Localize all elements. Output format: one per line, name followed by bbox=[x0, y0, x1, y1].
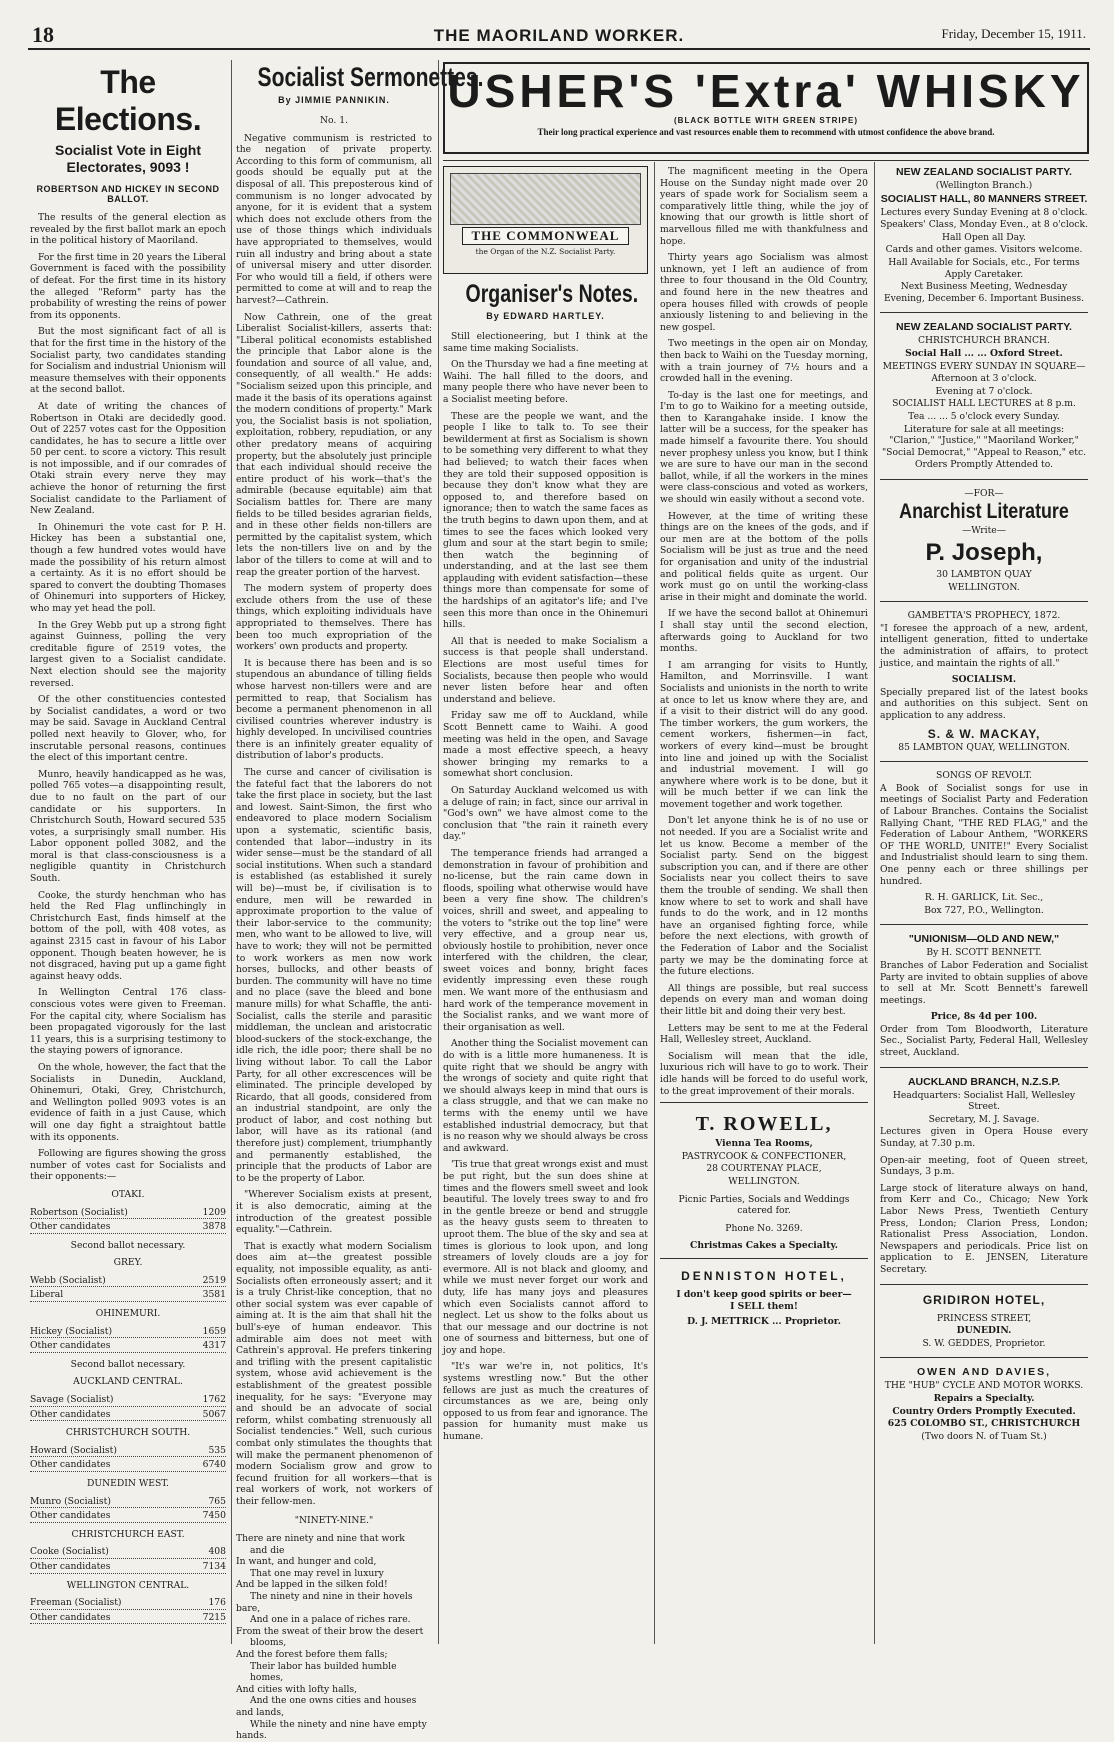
article-body bbox=[236, 133, 432, 1508]
elections-article bbox=[30, 60, 226, 1646]
denniston-proprietor: D. J. METTRICK ... Proprietor. bbox=[687, 1316, 841, 1328]
paragraph: That is exactly what modern Socialism does aim at—the greatest possible equality, not impossible equality, as anti-Socialists often erroneously assert; and it is a truly Christ-like conception, that no other social system was ever capable of aiming at. It is the aim that shall hit the bull's-eye of human endeavor. This admirable aim does not meet with Cathrein's approval. He prefers tinkering and trifling with the present capitalistic system, whose avid achievement is the establishment of the greatest possible inequality, for he says: "Everyone may and should be an advocate of social reform, whilst combating strenuously all Socialist tendencies." Well, such curious combat only stimulates the thoughts that will make the permanent phenomenon of modern Socialism grow and grow to fecund fruition for all workers—that is real workers of work, not workers of their fellow-men. bbox=[236, 1240, 432, 1507]
result-row bbox=[30, 1561, 226, 1574]
owen-line: Country Orders Promptly Executed. bbox=[892, 1405, 1076, 1417]
auckland-line: Lectures given in Opera House every Sunday, at 7.30 p.m. bbox=[880, 1126, 1088, 1150]
candidate: Webb (Socialist) bbox=[30, 1274, 106, 1286]
paragraph: Don't let anyone think he is of no use or not needed. If you are a Socialist write and let us know. Become a member of the Socialist party. Send on the biggest subscription you can, and if there are other Socialists near you collect theirs to save them the trouble of sending. We shall then know where to set to work and shall have funds to do the work, and in 12 months have an organised fighting force, while before the next elections, with growth of the Federation of Labor and the Socialist party we may be the dominating force at the future elections. bbox=[660, 815, 868, 978]
candidate: Other candidates bbox=[30, 1459, 111, 1471]
owen-line: (Two doors N. of Tuam St.) bbox=[921, 1430, 1047, 1442]
electorate-name: WELLINGTON CENTRAL. bbox=[66, 1579, 190, 1591]
notice-line: MEETINGS EVERY SUNDAY IN SQUARE— bbox=[882, 360, 1086, 372]
result-row bbox=[30, 1409, 226, 1422]
article-body bbox=[443, 331, 648, 1443]
paragraph: All things are possible, but real success depends on every man and woman doing their little bit and doing their very best. bbox=[660, 982, 868, 1017]
column-rule bbox=[231, 60, 232, 1644]
paragraph: I am arranging for visits to Huntly, Hamilton, and Morrinsville. I want Socialists and unionists in the north to write at once to let us know where they are, and if a visit to their district will do any good. The timber workers, the gum workers, the cement workers, fishermen—in fact, workers of every kind—must be brought into line and joined up with the Socialist and industrial movement. I will go anywhere where work is to be done, but it will be much better if we can link the movement together and work together. bbox=[660, 659, 868, 810]
paragraph: "Wherever Socialism exists at present, it is also democratic, aiming at the introduction of the greatest possible equality."—Cathrein. bbox=[236, 1189, 432, 1236]
votes: 1209 bbox=[202, 1206, 226, 1218]
result-row bbox=[30, 1221, 226, 1234]
paragraph: The curse and cancer of civilisation is the fateful fact that the laborers do not take the first place in society, but the last and lowest. Saint-Simon, the first who endeavored to place modern Socialism upon a systematic, scientific basis, contended that labor—industry in its wider sense—must be the standard of all social institutions. When such a standard is established (as established it surely will be)—must be, if civilisation is to endure, men will be rewarded in approximate proportion to the value of their labor-service to the community; men, who want to be allowed to live, will have to work; they will not be permitted to work workers as men now work horses, bullocks, and other beasts of burden. The community will have no time and no place (save the bleed and bone manure mills) for what Schaffle, the anti-Socialist, calls the sterile and parasitic middleman, the unclean and aristocratic blood-suckers of the stock-exchange, the idle rich, the idle poor; there shall be no living without labor. To call the Labor Party, for all other excrescences will be eliminated. The principle developed by Ricardo, that all goods, considered from an industrial standpoint, are only the product of labor, and cost nothing but labor, will have as its rational (and therefore just) complement, triumphantly and permanently established, the principle that the products of Labor are to be the property of Labor. bbox=[236, 767, 432, 1184]
auckland-hq: Headquarters: Socialist Hall, Wellesley Street. bbox=[892, 1089, 1076, 1113]
notice-line: Literature for sale at all meetings: "Clarion," "Justice," "Maoriland Worker," "Social Democrat," "Appeal to Reason," etc. bbox=[881, 423, 1087, 458]
notice-title: NEW ZEALAND SOCIALIST PARTY. bbox=[896, 321, 1072, 334]
electorate-name: DUNEDIN WEST. bbox=[87, 1478, 169, 1489]
electorate-name: AUCKLAND CENTRAL. bbox=[73, 1376, 183, 1388]
result-row bbox=[30, 1275, 226, 1288]
unionism-price: Price, 8s 4d per 100. bbox=[930, 1011, 1038, 1023]
paragraph: To-day is the last one for meetings, and I'm to go to Waikino for a meeting outside, then to Karangahake inside. I know the latter will be a success, for the speaker has made himself a favourite there. You should never prophesy unless you know, but I think we are sure to have our man in the second ballot, while, if all the workers in the mines were class-conscious and voted as workers, we should win easily without a second vote. bbox=[660, 389, 868, 506]
ballot-note: Second ballot necessary. bbox=[70, 1358, 186, 1370]
electorate-name: OHINEMURI. bbox=[95, 1308, 161, 1320]
paragraph: Munro, heavily handicapped as he was, polled 765 votes—a disappointing result, due to no fault on the part of our candidate or his supporters. In Christchurch South, Howard secured 535 votes, a surprisingly small number. His Labor opponent polled 3082, and the moral is that class-consciousness is a negligible quantity in Christchurch South. bbox=[30, 768, 226, 885]
gridiron-proprietor: S. W. GEDDES, Proprietor. bbox=[922, 1337, 1046, 1349]
mackay-address: 85 LAMBTON QUAY, WELLINGTON. bbox=[898, 741, 1070, 753]
logo-subtitle: the Organ of the N.Z. Socialist Party. bbox=[475, 247, 616, 256]
page-number: 18 bbox=[32, 22, 54, 47]
auckland-secretary: Secretary, M. J. Savage. bbox=[928, 1113, 1040, 1125]
auckland-title: AUCKLAND BRANCH, N.Z.S.P. bbox=[907, 1075, 1061, 1088]
paragraph: In the Grey Webb put up a strong fight against Guinness, polling the very creditable figure of 2519 votes, the largest given to a Socialist candidate. Next election should see the majority reversed. bbox=[30, 619, 226, 689]
rowell-line: PASTRYCOOK & CONFECTIONER, bbox=[681, 1150, 847, 1162]
organisers-notes bbox=[443, 166, 648, 1646]
anarchist-title: Anarchist Literature bbox=[899, 500, 1069, 524]
article-title: Socialist Sermonettes. bbox=[257, 62, 484, 92]
rowell-phone: Phone No. 3269. bbox=[725, 1222, 803, 1234]
denniston-line: I don't keep good spirits or beer— bbox=[676, 1288, 852, 1300]
votes: 5067 bbox=[202, 1408, 226, 1420]
divider bbox=[880, 312, 1088, 313]
poem-line: Their labor has builded humble homes, bbox=[250, 1660, 397, 1684]
notice-line: Lectures every Sunday Evening at 8 o'clock. bbox=[880, 206, 1088, 218]
unionism-text: Branches of Labor Federation and Socialist Party are invited to obtain supplies of above to sell at Mr. Scott Bennett's farewell meetings. bbox=[880, 959, 1088, 1006]
votes: 535 bbox=[208, 1444, 226, 1456]
electorate-name: GREY. bbox=[113, 1257, 143, 1269]
paragraph: It is because there has been and is so stupendous an abundance of tilling fields whose harvest non-tillers were and are permitted to reap, that Socialism has become a permanent phenomenon in all civilised countries wherever industry is highly developed. In uncivilised countries there is an infinitely greater equality of distribution of labor's products. bbox=[236, 657, 432, 762]
candidate: Munro (Socialist) bbox=[30, 1495, 111, 1507]
byline: By EDWARD HARTLEY. bbox=[486, 311, 605, 321]
votes: 3581 bbox=[202, 1289, 226, 1301]
candidate: Freeman (Socialist) bbox=[30, 1597, 122, 1609]
poem-line: And be lapped in the silken fold! bbox=[236, 1579, 388, 1591]
paragraph: In Ohinemuri the vote cast for P. H. Hickey has been a substantial one, though a few hundred votes would have made the possibility of his return almost a certainty. As it is no effort should be spared to convert the doubting Thomases of Ohinemuri into supporters of Hickey, who may yet head the poll. bbox=[30, 521, 226, 614]
paragraph: On the whole, however, the fact that the Socialists in Dunedin, Auckland, Ohinemuri, Otaki, Grey, Christchurch, and Wellington polled 9093 votes is an evidence of faith in a just Cause, which will one day fight a straightout battle with its opponents. bbox=[30, 1061, 226, 1143]
result-row bbox=[30, 1510, 226, 1523]
divider bbox=[880, 601, 1088, 602]
paragraph: Another thing the Socialist movement can do with is a little more humaneness. It is quite right that we should be angry with the wrongs of society and quite right that we should always keep in mind that ours is a class struggle, and that we can make no terms with the enemy until we have established industrial democracy, but that is no reason why we should always be cross and awkward. bbox=[443, 1038, 648, 1154]
article-body bbox=[660, 166, 868, 1097]
unionism-title: "UNIONISM—OLD AND NEW," bbox=[908, 933, 1060, 946]
notice-line: Evening at 7 o'clock. bbox=[935, 385, 1033, 397]
songs-title: SONGS OF REVOLT. bbox=[936, 770, 1032, 782]
poem bbox=[236, 1533, 432, 1742]
candidate: Other candidates bbox=[30, 1221, 111, 1233]
poem-line: And cities with lofty halls, bbox=[236, 1683, 358, 1695]
article-body bbox=[30, 212, 226, 1183]
paragraph: However, at the time of writing these things are on the knees of the gods, and if our men are at the bottom of the polls Socialism will be just as true and the need for organisation and unity of the industrial and political fields quite as urgent. Our work must go on until the working-class arise in their might and dominate the world. bbox=[660, 510, 868, 603]
electorate-name: CHRISTCHURCH SOUTH. bbox=[65, 1427, 191, 1439]
denniston-name: DENNISTON HOTEL, bbox=[681, 1268, 847, 1283]
candidate: Savage (Socialist) bbox=[30, 1394, 114, 1406]
column-rule bbox=[654, 162, 655, 1644]
owen-name: OWEN AND DAVIES, bbox=[916, 1366, 1052, 1379]
paragraph: Socialism will mean that the idle, luxurious rich will have to go to work. Their idle hands will be forced to do useful work, to the great improvement of their morals. bbox=[660, 1050, 868, 1097]
songs-text: A Book of Socialist songs for use in meetings of Socialist Party and Federation of Labour Branches. Contains the Socialist Rallying Chant, "THE RED FLAG," and the Federation of Labour Anthem, "WORKERS OF THE WORLD, UNITE!" Every Socialist and Industrialist should learn to sing them. One penny each or three shillings per hundred. bbox=[880, 782, 1088, 887]
votes: 1762 bbox=[202, 1394, 226, 1406]
article-subtitle: Socialist Vote in Eight Electorates, 9093 ! bbox=[55, 142, 201, 175]
commonweal-logo bbox=[443, 166, 648, 274]
paragraph: Letters may be sent to me at the Federal Hall, Wellesley street, Auckland. bbox=[660, 1022, 868, 1046]
votes: 408 bbox=[208, 1546, 226, 1558]
gambetta-sub: SOCIALISM. bbox=[951, 674, 1017, 686]
owen-line: THE "HUB" CYCLE AND MOTOR WORKS. bbox=[884, 1380, 1084, 1392]
paragraph: All that is needed to make Socialism a success is that people shall understand. Elections are most useful times for Socialists, because then people who would never listen before hear and often understand and believe. bbox=[443, 635, 648, 705]
result-row bbox=[30, 1459, 226, 1472]
ad-divider bbox=[443, 160, 1089, 161]
issue-date: Friday, December 15, 1911. bbox=[941, 26, 1086, 41]
denniston-advert bbox=[660, 1258, 868, 1328]
notice-line: Speakers' Class, Monday Even., at 8 o'clock. bbox=[880, 219, 1088, 231]
paragraph: The modern system of property does exclude others from the use of these things, which exploiting individuals have appropriated to themselves. There has been too much expropriation of the workers' own products and property. bbox=[236, 583, 432, 653]
candidate: Other candidates bbox=[30, 1408, 111, 1420]
songs-signature: Box 727, P.O., Wellington. bbox=[924, 904, 1044, 916]
auckland-line: Large stock of literature always on hand, from Kerr and Co., Chicago; New York Labor News Press, Twentieth Century Press, London; Clarion Press, London; Rationalist Press Association, London. Newspapers and periodicals. Price list on application to E. JENSEN, Literature Secretary. bbox=[880, 1182, 1088, 1275]
column-rule bbox=[874, 162, 875, 1644]
paragraph: Negative communism is restricted to the negation of private property. According to this form of communism, all goods should be equally put at the disposal of all. This preposterous kind of communism is no longer advocated by anyone, for it is evident that a system which does not exclude others from the use of those things which individuals have appropriated to themselves, would ruin all industry and bring about a state of universal misery and utter disorder. For who would till a field, if others were permitted to come at will and to reap the harvest?—Cathrein. bbox=[236, 132, 432, 306]
notice-line: Cards and other games. Visitors welcome. bbox=[885, 244, 1083, 256]
logo-title: THE COMMONWEAL bbox=[462, 227, 629, 245]
votes: 6740 bbox=[202, 1459, 226, 1471]
candidate: Liberal bbox=[30, 1289, 64, 1301]
candidate: Hickey (Socialist) bbox=[30, 1325, 113, 1337]
paragraph: If we have the second ballot at Ohinemuri I shall stay until the second election, afterwards going to Auckland for two months. bbox=[660, 608, 868, 655]
byline: By JIMMIE PANNIKIN. bbox=[278, 95, 390, 105]
paragraph: 'Tis true that great wrongs exist and must be put right, but the sun does shine at times and the flowers smell sweet and look beautiful. The lovely trees sway to and fro in the gentle breeze or bend and struggle as the heavy gusts seem to threaten to uproot them. The blue of the sky and sea at times is glorious to look upon, and long streamers of lovely clouds are a joy for evermore. All is not black and gloomy, and while we must never forget our work and duty, life has many joys and pleasures which even Socialists cannot afford to neglect. Let us show to the folks about us that our message and our doctrine is not one of sourness and bitterness, but one of joy and hope. bbox=[443, 1159, 648, 1356]
anarchist-write: —Write— bbox=[962, 525, 1006, 537]
organisers-notes-continued bbox=[660, 166, 868, 1646]
unionism-byline: By H. SCOTT BENNETT. bbox=[926, 947, 1042, 959]
notice-line: Tea ... ... 5 o'clock every Sunday. bbox=[908, 410, 1060, 422]
poem-line: And one in a palace of riches rare. bbox=[250, 1614, 411, 1626]
logo-illustration bbox=[450, 173, 641, 225]
paragraph: At date of writing the chances of Robertson in Otaki are decidedly good. Out of 2257 votes cast for the Opposition candidates, he has to secure a little over 50 per cent. to score a victory. This result is not impossible, and if our comrades of Otaki strain every nerve they may achieve the honor of returning the first Socialist candidate to the Parliament of New Zealand. bbox=[30, 400, 226, 517]
paragraph: Following are figures showing the gross number of votes cast for Socialists and their opponents:— bbox=[30, 1148, 226, 1183]
whisky-line: Their long practical experience and vast resources enable them to recommend with utmost confidence the above brand. bbox=[537, 127, 995, 137]
mackay-name: S. & W. MACKAY, bbox=[927, 726, 1041, 741]
poem-line: and die bbox=[250, 1544, 285, 1556]
divider bbox=[880, 479, 1088, 480]
masthead: THE MAORILAND WORKER. bbox=[433, 26, 685, 45]
divider bbox=[880, 761, 1088, 762]
votes: 7134 bbox=[202, 1560, 226, 1572]
poem-title: "NINETY-NINE." bbox=[294, 1515, 374, 1527]
denniston-line: I SELL them! bbox=[730, 1301, 798, 1313]
paragraph: Friday saw me off to Auckland, while Scott Bennett came to Waihi. A good meeting was held in the open, and Savage made a most effective speech, a heavy shower bringing my remarks to a somewhat short conclusion. bbox=[443, 710, 648, 780]
notice-body bbox=[880, 207, 1088, 305]
songs-signature: R. H. GARLICK, Lit. Sec., bbox=[924, 892, 1044, 904]
anarchist-for: —FOR— bbox=[964, 487, 1004, 499]
anarchist-name: P. Joseph, bbox=[925, 539, 1043, 567]
article-kicker: ROBERTSON AND HICKEY IN SECOND BALLOT. bbox=[36, 184, 220, 204]
owen-line: Repairs a Specialty. bbox=[933, 1392, 1035, 1404]
rowell-line: Vienna Tea Rooms, bbox=[715, 1138, 813, 1150]
paragraph: Still electioneering, but I think at the same time making Socialists. bbox=[443, 331, 648, 354]
poem-line: blooms, bbox=[250, 1637, 287, 1649]
column-rule bbox=[438, 60, 439, 1644]
result-row bbox=[30, 1496, 226, 1509]
paragraph: But the most significant fact of all is that for the first time in the history of the Socialist party, two candidates standing for Socialism and industrial Unionism will measure themselves with their opponents at the second ballot. bbox=[30, 326, 226, 396]
poem-line: From the sweat of their brow the desert bbox=[236, 1625, 424, 1637]
paragraph: On the Thursday we had a fine meeting at Waihi. The hall filled to the doors, and many people there who have never been to a Socialist meeting before. bbox=[443, 359, 648, 405]
gridiron-city: DUNEDIN. bbox=[956, 1325, 1012, 1337]
gambetta-text: Specially prepared list of the latest books and authorities on this subject. Sent on application to any address. bbox=[880, 686, 1088, 721]
divider bbox=[880, 1357, 1088, 1358]
votes: 7450 bbox=[202, 1510, 226, 1522]
whisky-tag: (BLACK BOTTLE WITH GREEN STRIPE) bbox=[674, 116, 858, 125]
notice-line: Next Business Meeting, Wednesday Evening, December 6. Important Business. bbox=[883, 281, 1085, 304]
paragraph: Two meetings in the open air on Monday, then back to Waihi on the Tuesday morning, with a train journey of 7½ hours and a crowded hall in the evening. bbox=[660, 338, 868, 385]
candidate: Howard (Socialist) bbox=[30, 1444, 117, 1456]
notice-line: Hall Open all Day. bbox=[942, 231, 1026, 243]
paragraph: These are the people we want, and the people I like to talk to. To see their bewilderment at first as Socialism is shown to be something very different to what they had believed; to watch their faces when they are told their supposed opposition is because they don't know what they are opposed to, and therefore based on ignorance; then to watch the same faces as the truth begins to dawn upon them, and at times to see the faces which looked very glum and sour at the start begin to smile; then watch the beginning of understanding, and at the last see them applauding with evident satisfaction—these things more than compensate for some of the hardships of an agitator's life; and I've seen this more than once in the Ohinemuri hills. bbox=[443, 410, 648, 631]
result-row bbox=[30, 1326, 226, 1339]
notices-column bbox=[880, 166, 1088, 1646]
votes: 176 bbox=[208, 1597, 226, 1609]
paragraph: The magnificent meeting in the Opera House on the Sunday night made over 20 years of spade work for Socialism seem a comparatively little thing, while the joy of knowing that our growth is little short of marvellous filled me with thankfulness and hope. bbox=[660, 166, 868, 247]
poem-line: And the forest before them falls; bbox=[236, 1649, 388, 1660]
paragraph: Now Cathrein, one of the great Liberalist Socialist-killers, asserts that: "Liberal political economists established the principle that Labor alone is the foundation and source of all value, and, consequently, of all wealth." He adds: "Socialism seized upon this principle, and made it the basis of its operations against the modern conditions of property." Mark you, the Socialist basis is not spoliation, exploitation, robbery, repudiation, or any other predatory means of acquiring property, but the absolutely just principle that each individual should receive the entire product of his work—that's the admirable (because equitable) aim that Socialism battles for. There are many fields to be tilled besides agrarian fields, and in these other fields non-tillers are permitted by the capitalist system, which lets the non-tillers live on and by the labor of the tillers to come at will and to reap the greater portion of the harvest. bbox=[236, 311, 432, 578]
poem-line: hands. bbox=[236, 1730, 267, 1742]
owen-line: 625 COLOMBO ST., CHRISTCHURCH bbox=[887, 1418, 1081, 1430]
result-row bbox=[30, 1289, 226, 1302]
anarchist-address: 30 LAMBTON QUAY bbox=[936, 569, 1032, 581]
divider bbox=[880, 1067, 1088, 1068]
candidate: Other candidates bbox=[30, 1510, 111, 1522]
poem-line: The ninety and nine in their hovels bbox=[250, 1591, 413, 1603]
results-table bbox=[30, 1189, 226, 1624]
paragraph: Thirty years ago Socialism was almost unknown, yet I left an audience of from three to four thousand in the Old Country, and found here in the new theatres and opera houses filled with crowds of people anxiously listening to and believing in the new gospel. bbox=[660, 252, 868, 333]
gridiron-street: PRINCESS STREET, bbox=[936, 1312, 1032, 1324]
whisky-brand: USHER'S 'Extra' WHISKY bbox=[447, 65, 1085, 117]
paragraph: On Saturday Auckland welcomed us with a deluge of rain; in fact, since our arrival in "God's own" we have almost come to the conclusion that "the rain it raineth every day." bbox=[443, 784, 648, 843]
rowell-line: WELLINGTON. bbox=[728, 1175, 800, 1187]
paragraph: For the first time in 20 years the Liberal Government is faced with the possibility of defeat. For the first time in its history the alleged "Reform" party has the probability of wresting the reins of power from its opponents. bbox=[30, 251, 226, 321]
paragraph: The results of the general election as revealed by the first ballot mark an epoch in the political history of Maoriland. bbox=[30, 212, 226, 247]
candidate: Other candidates bbox=[30, 1560, 111, 1572]
rowell-advert bbox=[660, 1102, 868, 1252]
article-title: Organiser's Notes. bbox=[465, 280, 639, 308]
votes: 2519 bbox=[202, 1274, 226, 1286]
rowell-line: 28 COURTENAY PLACE, bbox=[706, 1163, 822, 1175]
electorate-name: CHRISTCHURCH EAST. bbox=[71, 1528, 185, 1540]
electorate-name: OTAKI. bbox=[111, 1188, 145, 1200]
article-title: The Elections. bbox=[54, 64, 202, 137]
whisky-advert bbox=[443, 62, 1089, 154]
notice-line: Hall Available for Socials, etc., For terms Apply Caretaker. bbox=[888, 256, 1080, 280]
candidate: Other candidates bbox=[30, 1340, 111, 1352]
votes: 3878 bbox=[202, 1221, 226, 1233]
result-row bbox=[30, 1612, 226, 1625]
notice-line: CHRISTCHURCH BRANCH. bbox=[918, 335, 1050, 347]
notice-hall: SOCIALIST HALL, 80 MANNERS STREET. bbox=[880, 192, 1088, 205]
votes: 765 bbox=[208, 1495, 226, 1507]
ballot-note: Second ballot necessary. bbox=[70, 1239, 186, 1251]
notice-hall: Social Hall ... ... Oxford Street. bbox=[905, 347, 1063, 359]
auckland-line: Open-air meeting, foot of Queen street, Sundays, 3 p.m. bbox=[880, 1154, 1088, 1178]
result-row bbox=[30, 1207, 226, 1220]
result-row bbox=[30, 1340, 226, 1353]
rowell-line: Picnic Parties, Socials and Weddings catered for. bbox=[678, 1193, 850, 1217]
notice-line: (Wellington Branch.) bbox=[935, 180, 1033, 191]
votes: 4317 bbox=[202, 1340, 226, 1352]
gambetta-text: "I foresee the approach of a new, ardent, intelligent generation, fitted to undertake the administration of affairs, to protect justice, and maintain the rights of all." bbox=[880, 622, 1088, 669]
paragraph: In Wellington Central 176 class-conscious votes were given to Freeman. For the capital city, where Socialism has been propagated vigorously for the last 11 years, this is a surprising testimony to the staying powers of ignorance. bbox=[30, 987, 226, 1057]
poem-line: And the one owns cities and houses bbox=[250, 1695, 417, 1707]
notice-title: NEW ZEALAND SOCIALIST PARTY. bbox=[896, 166, 1072, 178]
poem-line: In want, and hunger and cold, bbox=[236, 1556, 377, 1568]
rowell-name: T. ROWELL, bbox=[695, 1113, 833, 1136]
poem-line: While the ninety and nine have empty bbox=[250, 1718, 427, 1730]
paragraph: The temperance friends had arranged a demonstration in favour of prohibition and no-license, but the rain came down in floods, spoiling what otherwise would have been a very fine show. The children's voices, shrill and sweet, and appealing to the voters to "strike out the top line" were very effective, and a group near us, obviously hostile to prohibition, never once interfered with the children, the clear, sweet voices and bonny, bright faces evidently impressing even these rough men. We want more of the enthusiasm and hard work of the temperance movement in the Socialist ranks, and we want more of their organisation as well. bbox=[443, 847, 648, 1033]
votes: 7215 bbox=[202, 1611, 226, 1623]
gambetta-title: GAMBETTA'S PROPHECY, 1872. bbox=[907, 610, 1061, 622]
page-header bbox=[28, 22, 1090, 50]
paragraph: "It's war we're in, not politics, It's systems wrestling now." But the other fellows are just as much the creatures of circumstances as we are, being only opposed to us from fear and ignorance. The passion for humanity must make us humane. bbox=[443, 1361, 648, 1443]
notice-body bbox=[880, 361, 1088, 471]
paragraph: Of the other constituencies contested by Socialist candidates, a word or two may be said. Savage in Auckland Central polled next heavily to Glover, who, for inscrutable personal reasons, continues the elect of this important centre. bbox=[30, 694, 226, 764]
poem-line: There are ninety and nine that work bbox=[236, 1533, 405, 1545]
candidate: Other candidates bbox=[30, 1611, 111, 1623]
result-row bbox=[30, 1597, 226, 1610]
candidate: Robertson (Socialist) bbox=[30, 1206, 128, 1218]
rowell-specialty: Christmas Cakes a Specialty. bbox=[690, 1240, 838, 1252]
unionism-order: Order from Tom Bloodworth, Literature Sec., Socialist Party, Federal Hall, Wellesley street, Auckland. bbox=[880, 1023, 1088, 1059]
poem-line: and lands, bbox=[236, 1706, 285, 1718]
divider bbox=[880, 1284, 1088, 1285]
result-row bbox=[30, 1394, 226, 1407]
anarchist-city: WELLINGTON. bbox=[948, 581, 1020, 593]
result-row bbox=[30, 1546, 226, 1559]
gridiron-name: GRIDIRON HOTEL, bbox=[922, 1292, 1046, 1307]
notice-line: SOCIALIST HALL LECTURES at 8 p.m. bbox=[892, 398, 1076, 410]
votes: 1659 bbox=[202, 1325, 226, 1337]
poem-line: bare, bbox=[236, 1602, 261, 1614]
divider bbox=[880, 924, 1088, 925]
result-row bbox=[30, 1445, 226, 1458]
poem-line: That one may revel in luxury bbox=[250, 1567, 384, 1579]
notice-line: Afternoon at 3 o'clock. bbox=[931, 373, 1037, 385]
sermonettes-article bbox=[236, 60, 484, 1742]
paragraph: Cooke, the sturdy henchman who has held the Red Flag unflinchingly in Christchurch East, finds himself at the bottom of the poll, with 408 votes, as against 2315 cast in favour of his Labor opponent. Though beaten however, he is not disgraced, having put up a game fight against heavy odds. bbox=[30, 889, 226, 982]
section-number: No. 1. bbox=[319, 115, 348, 126]
notice-line: Orders Promptly Attended to. bbox=[914, 459, 1054, 471]
candidate: Cooke (Socialist) bbox=[30, 1546, 109, 1558]
